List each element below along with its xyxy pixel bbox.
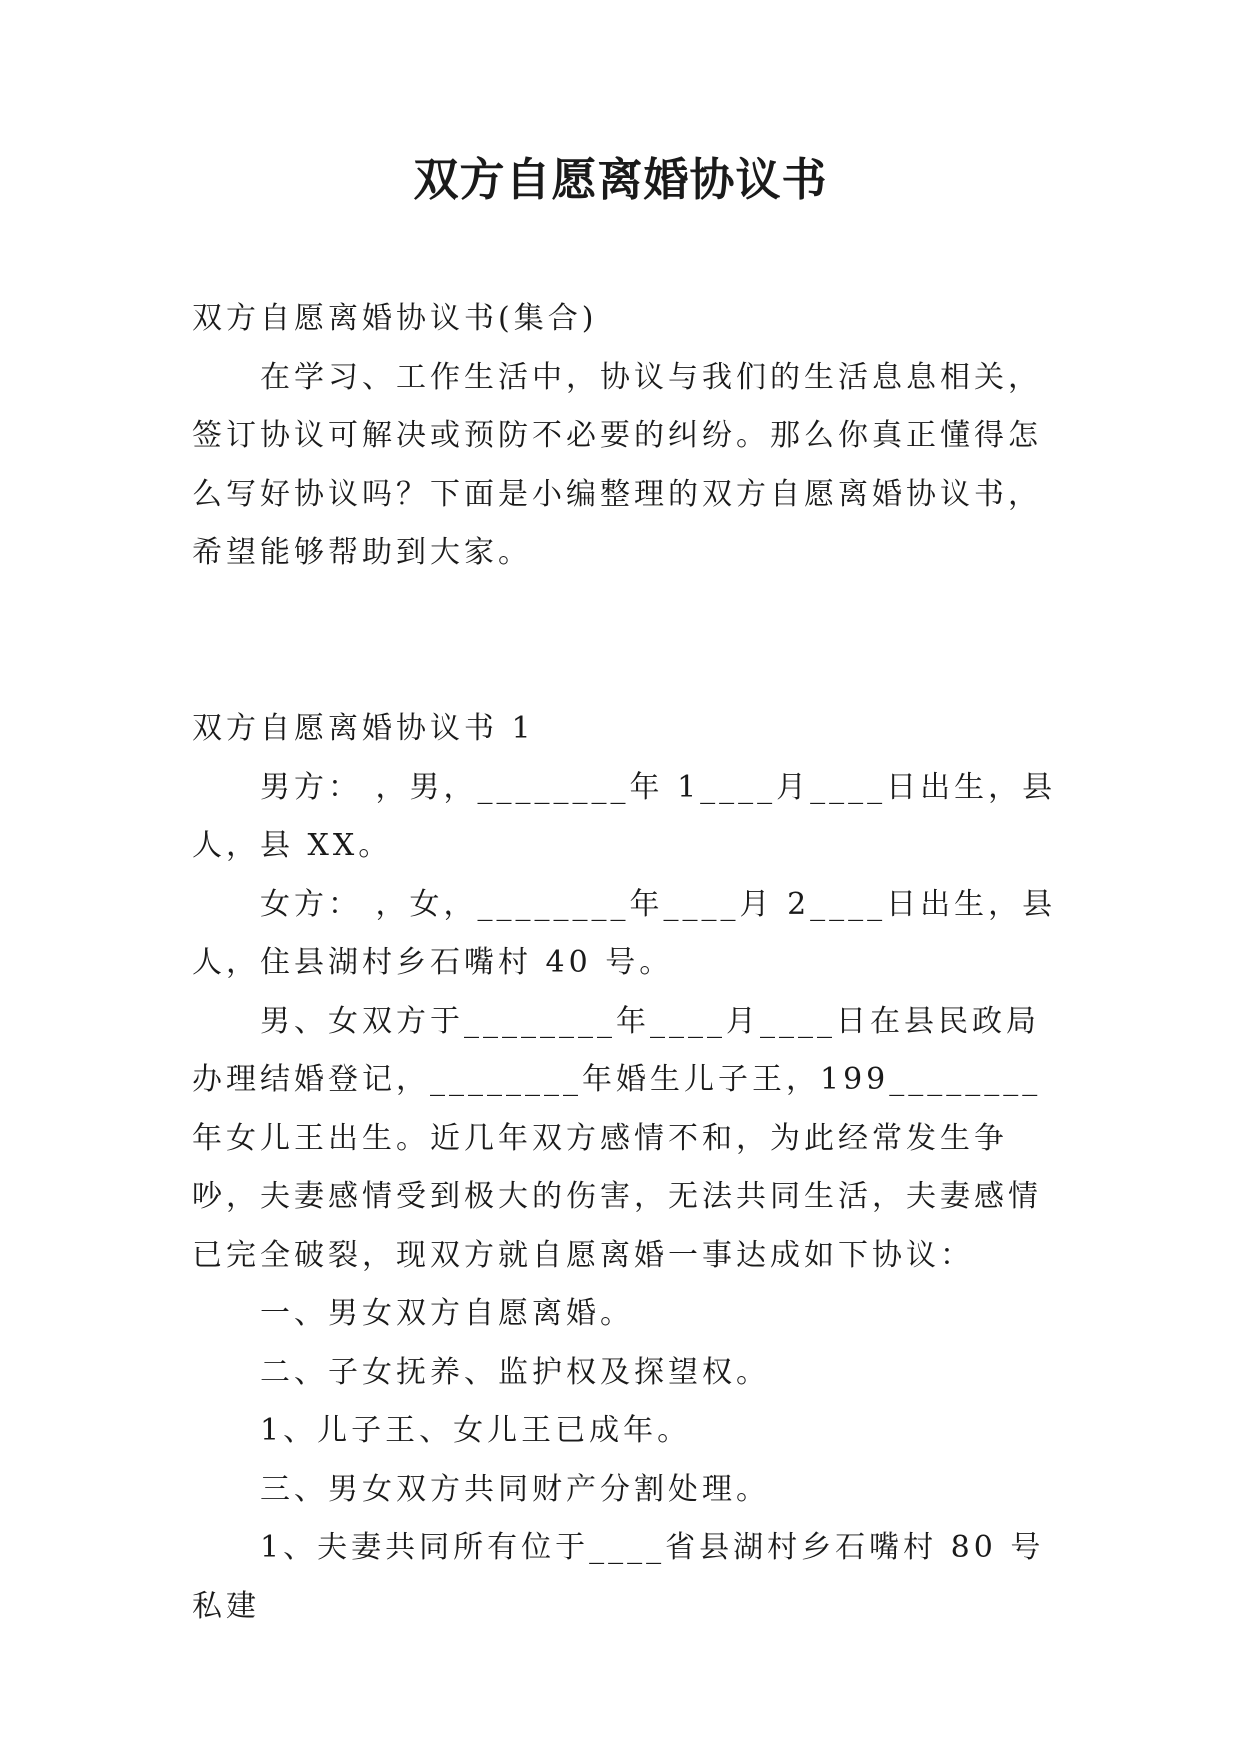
paragraph-female-party: 女方： ，女，________年____月 2____日出生，县人，住县湖村乡石嘴村 40 号。 [192,886,1057,980]
paragraph-male-party: 男方： ，男，________年 1____月____日出生，县人，县 XX。 [192,769,1057,863]
intro-paragraph: 在学习、工作生活中，协议与我们的生活息息相关，签订协议可解决或预防不必要的纠纷。那么你真正懂得怎么写好协议吗？下面是小编整理的双方自愿离婚协议书，希望能够帮助到大家。 [192,359,1042,570]
document-title: 双方自愿离婚协议书 [413,153,828,206]
section-heading: 双方自愿离婚协议书 1 [192,711,535,746]
clause-3-item-1: 1、夫妻共同所有位于____省县湖村乡石嘴村 80 号私建 [192,1530,1045,1624]
clause-2: 二、子女抚养、监护权及探望权。 [260,1354,770,1390]
clause-2-item-1: 1、儿子王、女儿王已成年。 [260,1413,692,1448]
document-subtitle: 双方自愿离婚协议书(集合) [192,301,598,336]
clause-3: 三、男女双方共同财产分割处理。 [260,1471,770,1507]
intro-block [192,290,1060,583]
agreement-block [192,700,1060,1636]
clause-1: 一、男女双方自愿离婚。 [260,1296,634,1331]
paragraph-marriage-background: 男、女双方于________年____月____日在县民政局办理结婚登记，________年婚生儿子王，199________年女儿王出生。近几年双方感情不和，为此经常发生争吵，夫妻感情受到极大的伤害，无法共同生活，夫妻感情已完全破裂，现双方就自愿离婚一事达成如下协议： [192,1003,1042,1273]
